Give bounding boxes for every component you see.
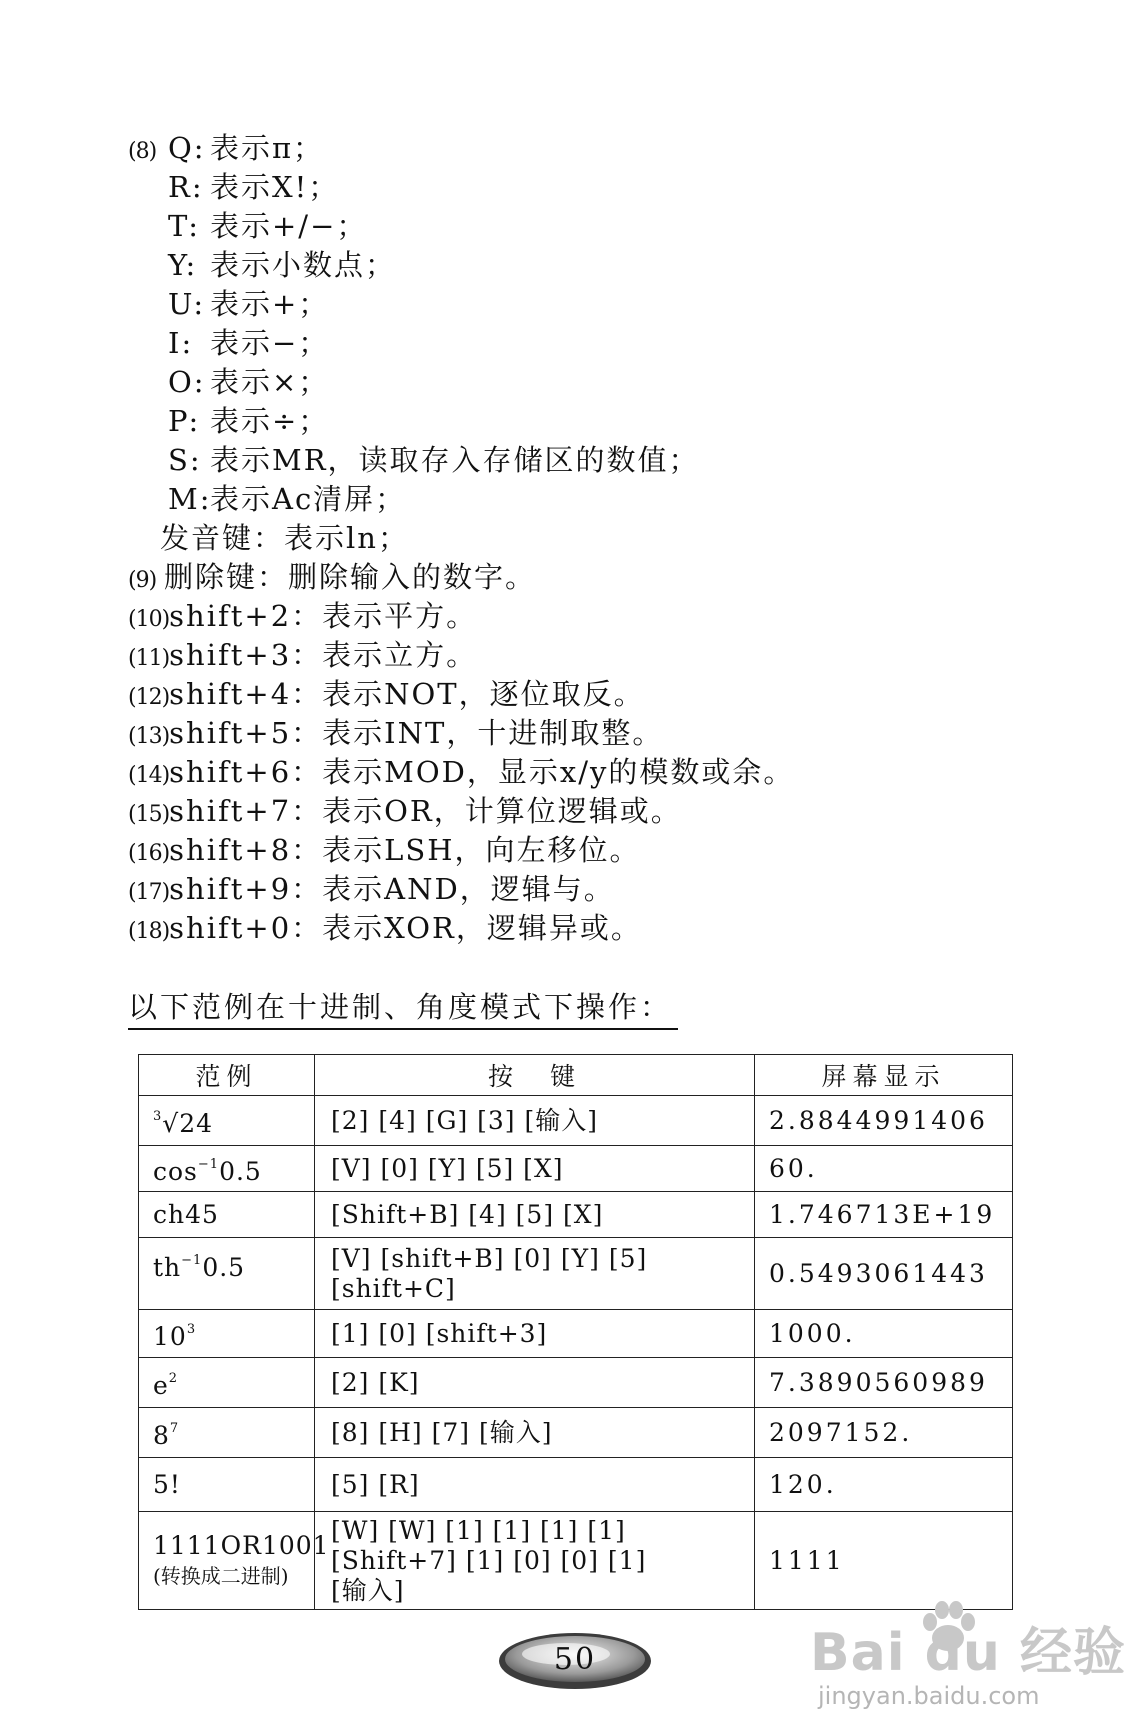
shift-item-15: (15)shift+7：表示OR，计算位逻辑或。 <box>128 794 682 828</box>
baidu-jingyan-watermark <box>810 1600 1126 1720</box>
shift-item-12: (12)shift+4：表示NOT，逐位取反。 <box>128 677 645 711</box>
table-row <box>139 1458 1013 1512</box>
display-cell: 7.3890560989 <box>755 1358 1013 1408</box>
shift-item-18: (18)shift+0：表示XOR，逻辑异或。 <box>128 911 642 945</box>
display-cell: 120. <box>755 1458 1013 1512</box>
item-i: I: 表示−； <box>168 326 330 360</box>
keys-cell: [1] [0] [shift+3] <box>315 1310 755 1358</box>
example-cell: $10^3$ <box>139 1310 315 1358</box>
item-y: Y: 表示小数点； <box>168 248 397 282</box>
table-row <box>139 1238 1013 1310</box>
table-row <box>139 1512 1013 1610</box>
shift-item-13: (13)shift+5：表示INT，十进制取整。 <box>128 716 664 750</box>
col-header-example: 范例 <box>139 1055 315 1096</box>
item-8-q: (8) Q: 表示π； <box>128 131 325 165</box>
keys-cell: [5] [R] <box>315 1458 755 1512</box>
display-cell: 0.5493061443 <box>755 1238 1013 1310</box>
col-header-display: 屏幕显示 <box>755 1055 1013 1096</box>
watermark-logo: Bai du 经验 <box>810 1623 1126 1683</box>
keys-cell: [8] [H] [7] [输入] <box>315 1408 755 1458</box>
keys-cell: [2] [4] [G] [3] [输入] <box>315 1096 755 1146</box>
shift-item-17: (17)shift+9：表示AND，逻辑与。 <box>128 872 615 906</box>
examples-table <box>138 1054 1013 1610</box>
keys-cell: [W] [W] [1] [1] [1] [1] [Shift+7] [1] [0] [0] [1] [输入] <box>315 1512 755 1610</box>
keys-cell: [V] [0] [Y] [5] [X] <box>315 1146 755 1192</box>
table-row <box>139 1358 1013 1408</box>
page-number: 50 <box>553 1642 597 1677</box>
display-cell: 60. <box>755 1146 1013 1192</box>
watermark-url: jingyan.baidu.com <box>818 1682 1040 1710</box>
display-cell: 2097152. <box>755 1408 1013 1458</box>
display-cell: 1000. <box>755 1310 1013 1358</box>
example-cell: ch45 <box>139 1192 315 1238</box>
item-r: R: 表示X!； <box>168 170 340 204</box>
table-header-row <box>139 1055 1013 1096</box>
example-cell: $\cos^{-1}0.5$ <box>139 1146 315 1192</box>
example-cell: $8^7$ <box>139 1408 315 1458</box>
table-row <box>139 1310 1013 1358</box>
keys-cell: [2] [K] <box>315 1358 755 1408</box>
item-m: M:表示Ac清屏； <box>168 482 407 516</box>
item-p: P: 表示÷； <box>168 404 330 438</box>
table-row <box>139 1408 1013 1458</box>
example-cell: 1111OR1001 (转换成二进制) <box>139 1512 315 1610</box>
item-o: O: 表示×； <box>168 365 330 399</box>
examples-heading: 以下范例在十进制、角度模式下操作： <box>128 985 678 1030</box>
display-cell: 1111 <box>755 1512 1013 1610</box>
table-row <box>139 1096 1013 1146</box>
example-cell: 5! <box>139 1458 315 1512</box>
shift-item-11: (11)shift+3：表示立方。 <box>128 638 478 672</box>
table-row <box>139 1146 1013 1192</box>
display-cell: 2.8844991406 <box>755 1096 1013 1146</box>
item-u: U: 表示+； <box>168 287 330 321</box>
keys-cell: [V] [shift+B] [0] [Y] [5] [shift+C] <box>315 1238 755 1310</box>
col-header-keys: 按 键 <box>315 1055 755 1096</box>
item-t: T: 表示+/−； <box>168 209 368 243</box>
example-cell: $^3$√24 <box>139 1096 315 1146</box>
item-sound-key: 发音键：表示ln； <box>160 521 409 555</box>
shift-item-16: (16)shift+8：表示LSH，向左移位。 <box>128 833 641 867</box>
item-s: S: 表示MR，读取存入存储区的数值； <box>168 443 700 477</box>
shift-item-14: (14)shift+6：表示MOD，显示x/y的模数或余。 <box>128 755 795 789</box>
shift-item-10: (10)shift+2：表示平方。 <box>128 599 478 633</box>
item-9-delete-key: (9) 删除键：删除输入的数字。 <box>128 560 537 594</box>
display-cell: 1.746713E+19 <box>755 1192 1013 1238</box>
example-cell: $e^2$ <box>139 1358 315 1408</box>
keys-cell: [Shift+B] [4] [5] [X] <box>315 1192 755 1238</box>
example-cell: $th^{-1}0.5$ <box>139 1238 315 1310</box>
table-row <box>139 1192 1013 1238</box>
